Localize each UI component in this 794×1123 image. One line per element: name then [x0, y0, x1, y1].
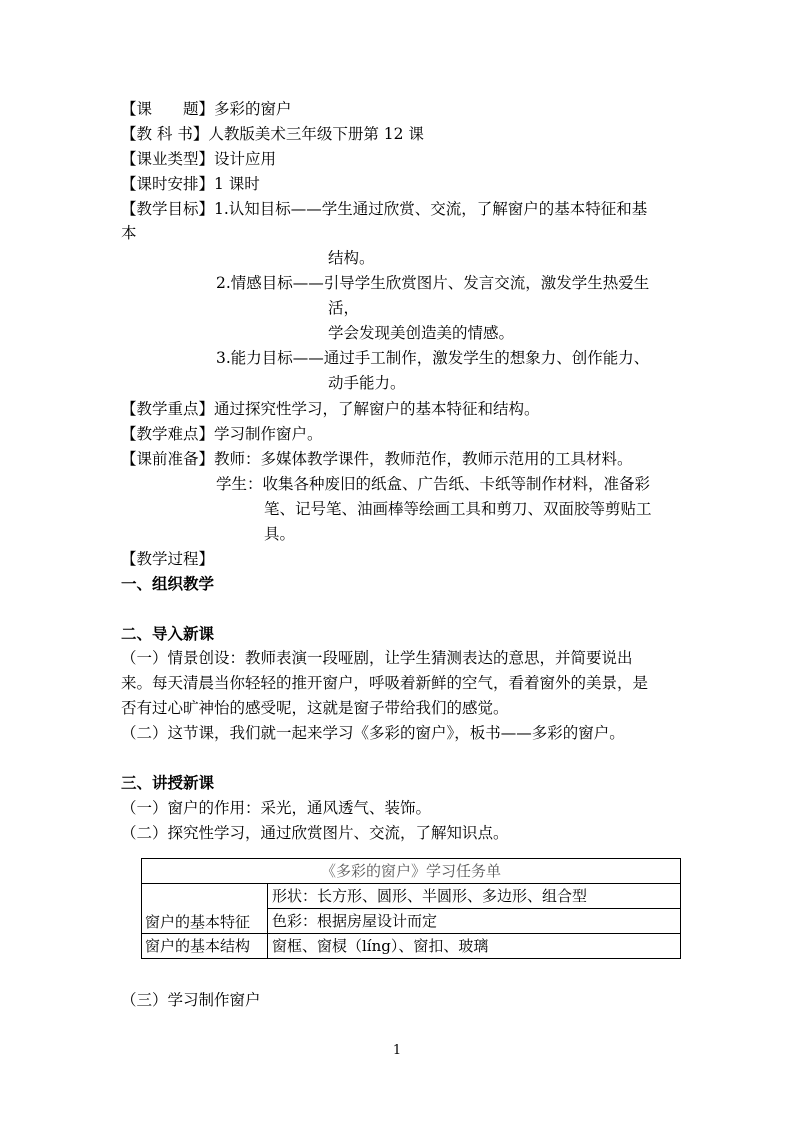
- goal-1-line-3: 结构。: [328, 249, 375, 267]
- task-table-title-row: [142, 859, 681, 884]
- task-table-color-cell: 色彩：根据房屋设计而定: [268, 909, 681, 934]
- preparation-student-line-2: 笔、记号笔、油画棒等绘画工具和剪刀、双面胶等剪贴工: [264, 500, 652, 518]
- title-label: 【课 题】: [121, 100, 215, 118]
- process-label: 【教学过程】: [121, 550, 215, 568]
- task-table-shape-cell: 形状：长方形、圆形、半圆形、多边形、组合型: [268, 884, 681, 909]
- preparation-student-line-1: 学生：收集各种废旧的纸盒、广告纸、卡纸等制作材料，准备彩: [216, 475, 651, 493]
- preparation-student-line-3: 具。: [264, 525, 296, 543]
- time-label: 【课时安排】: [121, 175, 215, 193]
- goal-3-line-2: 动手能力。: [328, 374, 406, 392]
- textbook-row: [121, 124, 424, 144]
- section-3-paragraph-1: （一）窗户的作用：采光，通风透气、装饰。: [121, 799, 432, 817]
- textbook-label: 【教 科 书】: [121, 125, 209, 143]
- key-point-value: 通过探究性学习，了解窗户的基本特征和结构。: [214, 400, 540, 418]
- type-row: [121, 149, 276, 169]
- goals-label: 【教学目标】: [121, 200, 215, 218]
- section-2-paragraph-1-line-1: （一）情景创设：教师表演一段哑剧，让学生猜测表达的意思，并简要说出: [121, 649, 633, 667]
- goal-3-line-1: 3.能力目标——通过手工制作，激发学生的想象力、创作能力、: [216, 349, 650, 367]
- section-1-heading: 一、组织教学: [121, 574, 215, 593]
- section-3-paragraph-3: （三）学习制作窗户: [121, 991, 261, 1009]
- preparation-teacher: 教师：多媒体教学课件，教师范作，教师示范用的工具材料。: [214, 450, 633, 468]
- title-value: 多彩的窗户: [214, 100, 292, 118]
- key-point-row: [121, 399, 540, 419]
- difficulty-row: [121, 424, 323, 444]
- goal-2-line-3: 学会发现美创造美的情感。: [328, 324, 515, 342]
- difficulty-value: 学习制作窗户。: [214, 425, 323, 443]
- task-table-row: [142, 884, 681, 909]
- section-2-paragraph-2: （二）这节课，我们就一起来学习《多彩的窗户》，板书——多彩的窗户。: [121, 724, 625, 742]
- type-label: 【课业类型】: [121, 150, 215, 168]
- goal-1-line-2: 本: [121, 224, 137, 242]
- task-table-title: 《多彩的窗户》学习任务单: [142, 859, 681, 884]
- task-table: [141, 858, 681, 959]
- task-table-structure-label: 窗户的基本结构: [142, 934, 268, 959]
- difficulty-label: 【教学难点】: [121, 425, 215, 443]
- task-table-structure-cell: 窗框、窗棂（líng）、窗扣、玻璃: [268, 934, 681, 959]
- goal-2-line-1: 2.情感目标——引导学生欣赏图片、发言交流，激发学生热爱生: [216, 274, 650, 292]
- section-2-paragraph-1-line-2: 来。每天清晨当你轻轻的推开窗户，呼吸着新鲜的空气，看着窗外的美景，是: [121, 674, 649, 692]
- preparation-label: 【课前准备】: [121, 450, 215, 468]
- task-table-row: [142, 934, 681, 959]
- section-2-heading: 二、导入新课: [121, 624, 215, 643]
- page-number: 1: [392, 1043, 402, 1058]
- section-2-paragraph-1-line-3: 否有过心旷神怡的感受呢，这就是窗子带给我们的感觉。: [121, 699, 509, 717]
- time-row: [121, 174, 260, 194]
- type-value: 设计应用: [214, 150, 277, 168]
- time-value: 1 课时: [214, 175, 260, 193]
- goal-1-line-1: 1.认知目标——学生通过欣赏、交流，了解窗户的基本特征和基: [214, 200, 648, 218]
- key-point-label: 【教学重点】: [121, 400, 215, 418]
- title-row: [121, 99, 292, 119]
- goal-2-line-2: 活，: [328, 299, 360, 317]
- task-table-feature-label: 窗户的基本特征: [142, 884, 268, 934]
- section-3-heading: 三、讲授新课: [121, 773, 215, 792]
- goals-row: [121, 199, 647, 219]
- textbook-value: 人教版美术三年级下册第 12 课: [208, 125, 424, 143]
- section-3-paragraph-2: （二）探究性学习，通过欣赏图片、交流，了解知识点。: [121, 824, 509, 842]
- preparation-row: [121, 449, 633, 469]
